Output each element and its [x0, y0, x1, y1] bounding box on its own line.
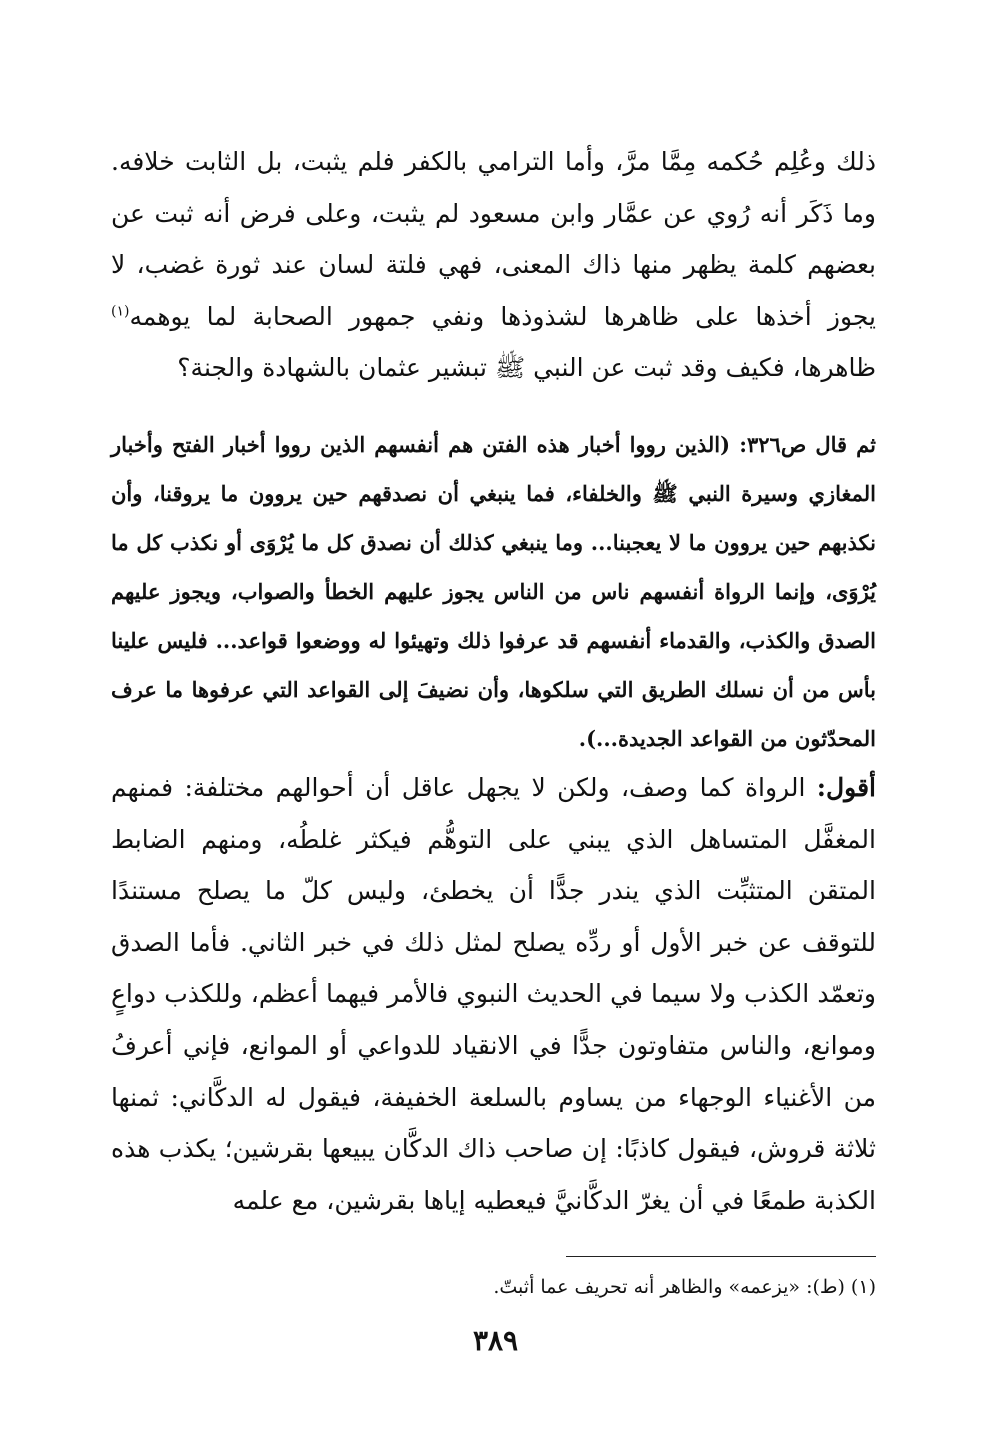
- footnote: (١) (ط): «يزعمه» والظاهر أنه تحريف عما أثبتّ.: [493, 1276, 876, 1298]
- quoted-paragraph: ثم قال ص٣٢٦: (الذين رووا أخبار هذه الفتن هم أنفسهم الذين رووا أخبار الفتح وأخبار المغازي وسيرة النبي ﷺ والخلفاء، فما ينبغي أن نصدقهم حين يروون ما يروقنا، وأن نكذبهم حين يروون ما لا يعجبنا... وما ينبغي كذلك أن نصدق كل ما يُرْوَى أو نكذب كل ما يُرْوَى، وإنما الرواة أنفسهم ناس من الناس يجوز عليهم الخطأ والصواب، ويجوز عليهم الصدق والكذب، والقدماء أنفسهم قد عرفوا ذلك وتهيئوا له ووضعوا قواعد... فليس علينا بأس من أن نسلك الطريق التي سلكوها، وأن نضيفَ إلى القواعد التي عرفوها ما عرف المحدّثون من القواعد الجديدة...).: [111, 432, 876, 751]
- footnote-separator: [566, 1256, 876, 1257]
- page-number: ٣٨٩: [472, 1324, 519, 1357]
- paragraph-lead-word: أقول:: [816, 773, 876, 802]
- paragraph-1-text: ذلك وعُلِم حُكمه مِمَّا مرَّ، وأما الترامي بالكفر فلم يثبت، بل الثابت خلافه. وما ذَكَر أنه رُوي عن عمَّار وابن مسعود لم يثبت، وعلى فرض أنه ثبت عن بعضهم كلمة يظهر منها ذاك المعنى، فهي فلتة لسان عند ثورة غضب، لا يجوز أخذها على ظاهرها لشذوذها ونفي جمهور الصحابة لما يوهمه: [111, 147, 876, 331]
- body-paragraph-3: [111, 762, 876, 1226]
- paragraph-3-text: الرواة كما وصف، ولكن لا يجهل عاقل أن أحوالهم مختلفة: فمنهم المغفَّل المتساهل الذي يبني على التوهُّم فيكثر غلطُه، ومنهم الضابط المتقن المتثبِّت الذي يندر جدًّا أن يخطئ، وليس كلّ ما يصلح مستندًا للتوقف عن خبر الأول أو ردِّه يصلح لمثل ذلك في خبر الثاني. فأما الصدق وتعمّد الكذب ولا سيما في الحديث النبوي فالأمر فيهما أعظم، وللكذب دواعٍ وموانع، والناس متفاوتون جدًّا في الانقياد للدواعي أو الموانع، فإني أعرفُ من الأغنياء الوجهاء من يساوم بالسلعة الخفيفة، فيقول له الدكَّاني: ثمنها ثلاثة قروش، فيقول كاذبًا: إن صاحب ذاك الدكَّان يبيعها بقرشين؛ يكذب هذه الكذبة طمعًا في أن يغرّ الدكَّانيَّ فيعطيه إياها بقرشين، مع علمه: [111, 773, 876, 1215]
- paragraph-1-end-text: ظاهرها، فكيف وقد ثبت عن النبي ﷺ تبشير عثمان بالشهادة والجنة؟: [177, 353, 876, 382]
- body-paragraph-1: [111, 136, 876, 394]
- footnote-marker: (١): [111, 303, 130, 320]
